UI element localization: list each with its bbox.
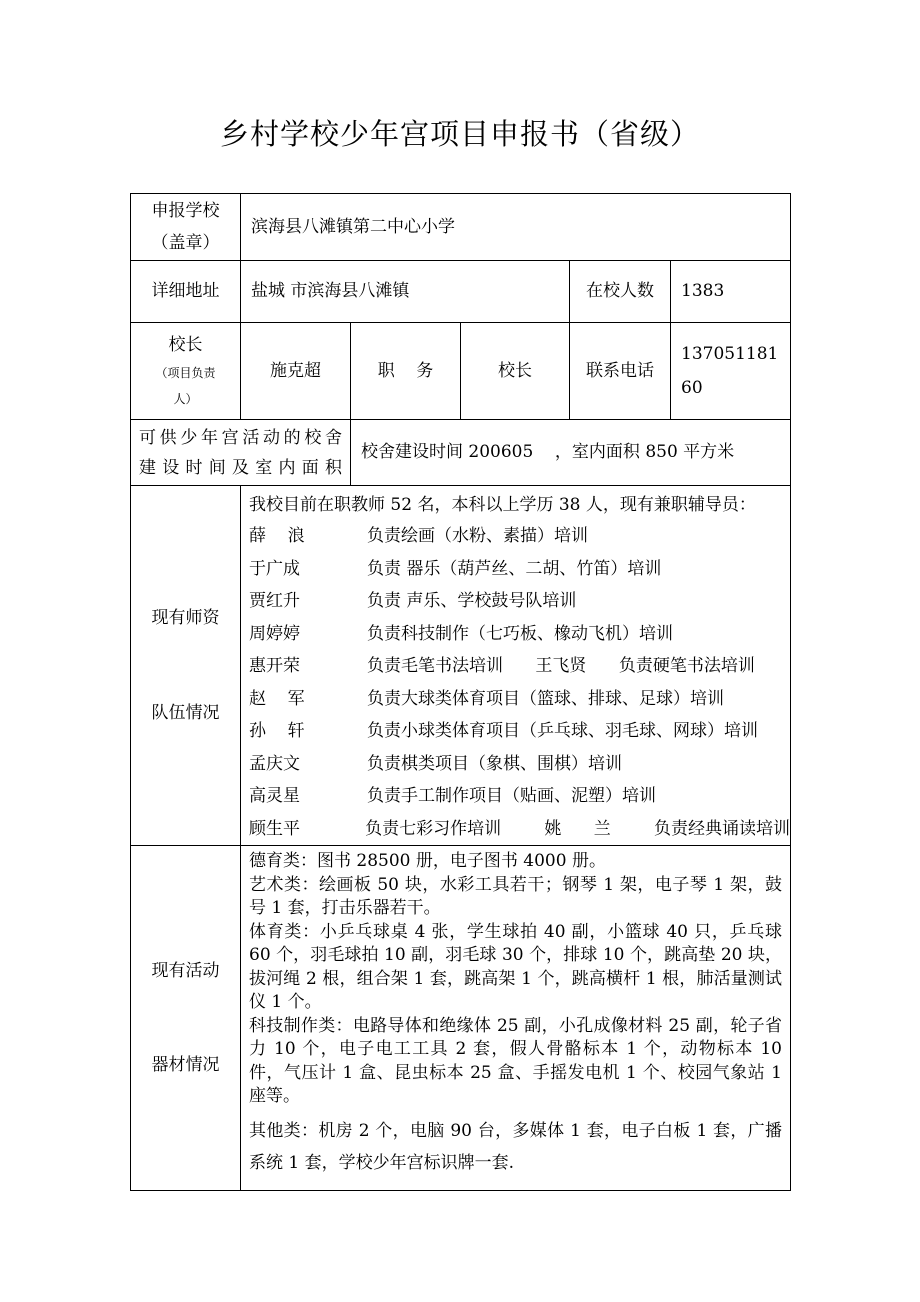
building-label-line1: 可供少年宫活动的校舍 (139, 427, 342, 448)
equipment-moral: 德育类：图书 28500 册，电子图书 4000 册。 (249, 851, 606, 871)
staff-member-duty: 负责小球类体育项目（乒乓球、羽毛球、网球）培训 (367, 721, 758, 742)
staff-row (131, 486, 791, 846)
equipment-row (131, 846, 791, 1191)
staff-member-name: 薛 浪 (249, 526, 305, 547)
address-value: 盐城 市滨海县八滩镇 (241, 261, 570, 323)
equipment-other: 其他类：机房 2 个，电脑 90 台，多媒体 1 套，电子白板 1 套，广播系统 1 套，学校少年宫标识牌一套. (249, 1120, 782, 1173)
staff-intro: 我校目前在职教师 52 名，本科以上学历 38 人，现有兼职辅导员： (249, 495, 756, 515)
staff-content (241, 486, 791, 846)
staff-member (241, 683, 790, 716)
principal-note-line1: （项目负责 (155, 366, 216, 380)
staff-member-duty: 负责大球类体育项目（篮球、排球、足球）培训 (367, 688, 724, 709)
staff-member (241, 813, 790, 846)
staff-member-duty: 负责 声乐、学校鼓号队培训 (367, 591, 577, 612)
staff-member-duty: 负责科技制作（七巧板、橡动飞机）培训 (367, 623, 673, 644)
staff-member-duty: 负责手工制作项目（贴画、泥塑）培训 (367, 786, 656, 807)
application-form-table (130, 193, 791, 1191)
principal-note-line2: 人） (173, 392, 198, 406)
staff-member-name: 于广成 (249, 558, 300, 579)
building-value: 校舍建设时间 200605 ，室内面积 850 平方米 (351, 420, 791, 486)
staff-member (241, 553, 790, 586)
staff-member-name: 贾红升 (249, 591, 300, 612)
staff-member (241, 650, 790, 683)
staff-member (241, 715, 790, 748)
staff-member-name: 孙 轩 (249, 721, 305, 742)
school-label: 申报学校 (151, 201, 220, 221)
staff-member-name: 赵 军 (249, 688, 305, 709)
building-label-line2: 建设时间及室内面积 (139, 457, 342, 478)
staff-member (241, 748, 790, 781)
students-label: 在校人数 (570, 261, 671, 323)
principal-name: 施克超 (241, 323, 351, 420)
staff-member-name: 顾生平 (249, 818, 300, 839)
staff-member-name: 孟庆文 (249, 753, 300, 774)
staff-member-name: 惠开荣 (249, 656, 300, 677)
school-value: 滨海县八滩镇第二中心小学 (241, 194, 791, 261)
staff-member-name: 高灵星 (249, 786, 300, 807)
address-row (131, 261, 791, 323)
staff-label-line2: 队伍情况 (151, 702, 220, 723)
school-label-cell (131, 194, 241, 261)
staff-member-duty: 负责毛笔书法培训 王飞贤 负责硬笔书法培训 (367, 656, 755, 677)
equipment-label-line1: 现有活动 (151, 960, 220, 981)
staff-member-name: 周婷婷 (249, 623, 300, 644)
position-label: 职 务 (351, 323, 461, 420)
staff-member-duty: 负责 器乐（葫芦丝、二胡、竹笛）培训 (367, 558, 662, 579)
equipment-sports: 体育类：小乒乓球桌 4 张，学生球拍 40 副，小篮球 40 只，乒乓球 60 个，羽毛球拍 10 副，羽毛球 30 个，排球 10 个，跳高垫 20 块，拔河绳 2 根，组合架 1 套，跳高架 1 个，跳高横杆 1 根，肺活量测试仪 1 个。 (249, 921, 782, 1012)
address-label: 详细地址 (131, 261, 241, 323)
equipment-label-line2: 器材情况 (151, 1055, 220, 1075)
staff-label-cell (131, 486, 241, 846)
equipment-content (241, 846, 791, 1191)
staff-member (241, 585, 790, 618)
students-value: 1383 (671, 261, 791, 323)
staff-member-duty: 负责棋类项目（象棋、围棋）培训 (367, 753, 622, 774)
staff-label-line1: 现有师资 (151, 608, 220, 629)
school-row (131, 194, 791, 261)
phone-value: 13705118160 (671, 323, 791, 420)
document-title: 乡村学校少年宫项目申报书（省级） (219, 117, 700, 151)
position-value: 校长 (461, 323, 570, 420)
equipment-label-cell (131, 846, 241, 1191)
building-row (131, 420, 791, 486)
building-label-cell (131, 420, 351, 486)
principal-label-cell (131, 323, 241, 420)
principal-label: 校长 (168, 335, 203, 355)
equipment-art: 艺术类：绘画板 50 块，水彩工具若干；钢琴 1 架，电子琴 1 架，鼓号 1 套，打击乐器若干。 (249, 874, 782, 918)
school-seal-note: （盖章） (151, 233, 220, 253)
staff-member-duty: 负责七彩习作培训 姚 兰 负责经典诵读培训 (365, 818, 790, 839)
staff-member (241, 618, 790, 651)
equipment-tech: 科技制作类：电路导体和绝缘体 25 副，小孔成像材料 25 副，轮子省力 10 个，电子电工工具 2 套，假人骨骼标本 1 个，动物标本 10 件，气压计 1 盒、昆虫标本 25 盒、手摇发电机 1 个、校园气象站 1 座等。 (249, 1015, 782, 1106)
principal-row (131, 323, 791, 420)
staff-member-duty: 负责绘画（水粉、素描）培训 (367, 526, 588, 547)
staff-member (241, 520, 790, 553)
staff-member (241, 780, 790, 813)
phone-label: 联系电话 (570, 323, 671, 420)
